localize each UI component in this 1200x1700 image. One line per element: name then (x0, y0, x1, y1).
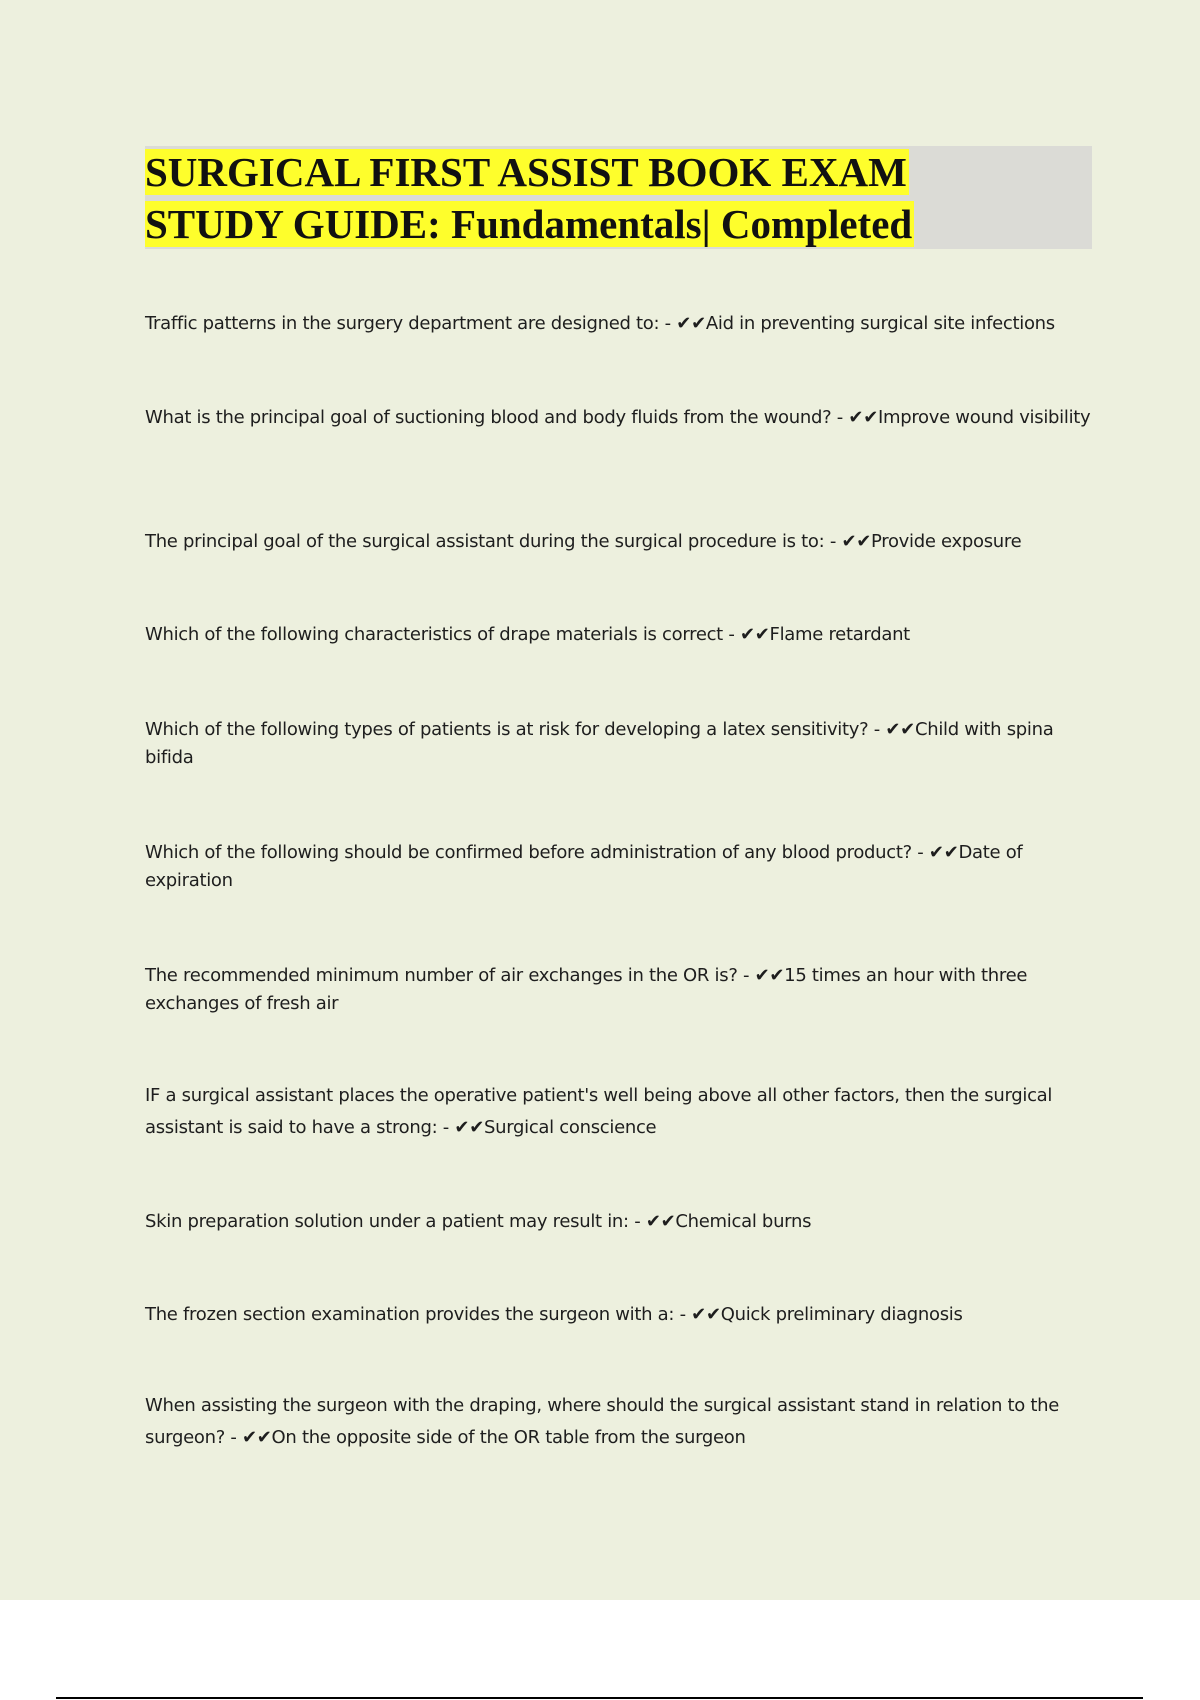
qa-item: The recommended minimum number of air exchanges in the OR is? - ✔✔15 times an hour with three exchanges of fresh air (145, 965, 1028, 1014)
qa-item: Which of the following characteristics of drape materials is correct - ✔✔Flame retardant (145, 624, 910, 645)
qa-item: Which of the following should be confirmed before administration of any blood product? - ✔✔Date of expiration (145, 842, 1023, 891)
qa-item: What is the principal goal of suctioning blood and body fluids from the wound? - ✔✔Improve wound visibility (145, 407, 1091, 428)
title-line-2: STUDY GUIDE: Fundamentals| Completed (145, 201, 913, 247)
qa-item: Skin preparation solution under a patient may result in: - ✔✔Chemical burns (145, 1211, 812, 1232)
document-title (145, 146, 1092, 250)
qa-item: The principal goal of the surgical assistant during the surgical procedure is to: - ✔✔Provide exposure (145, 531, 1022, 552)
title-line-1: SURGICAL FIRST ASSIST BOOK EXAM (145, 149, 907, 195)
qa-item: Which of the following types of patients is at risk for developing a latex sensitivity? - ✔✔Child with spina bifida (145, 719, 1054, 768)
title-block (145, 146, 1092, 249)
qa-item: Traffic patterns in the surgery department are designed to: - ✔✔Aid in preventing surgical site infections (145, 313, 1055, 334)
qa-item: The frozen section examination provides the surgeon with a: - ✔✔Quick preliminary diagnosis (145, 1304, 963, 1325)
qa-item: IF a surgical assistant places the operative patient's well being above all other factors, then the surgical assistant is said to have a strong: - ✔✔Surgical conscience (145, 1085, 1053, 1138)
qa-item: When assisting the surgeon with the draping, where should the surgical assistant stand in relation to the surgeon? - ✔✔On the opposite side of the OR table from the surgeon (145, 1395, 1060, 1448)
bottom-divider (56, 1697, 1143, 1699)
